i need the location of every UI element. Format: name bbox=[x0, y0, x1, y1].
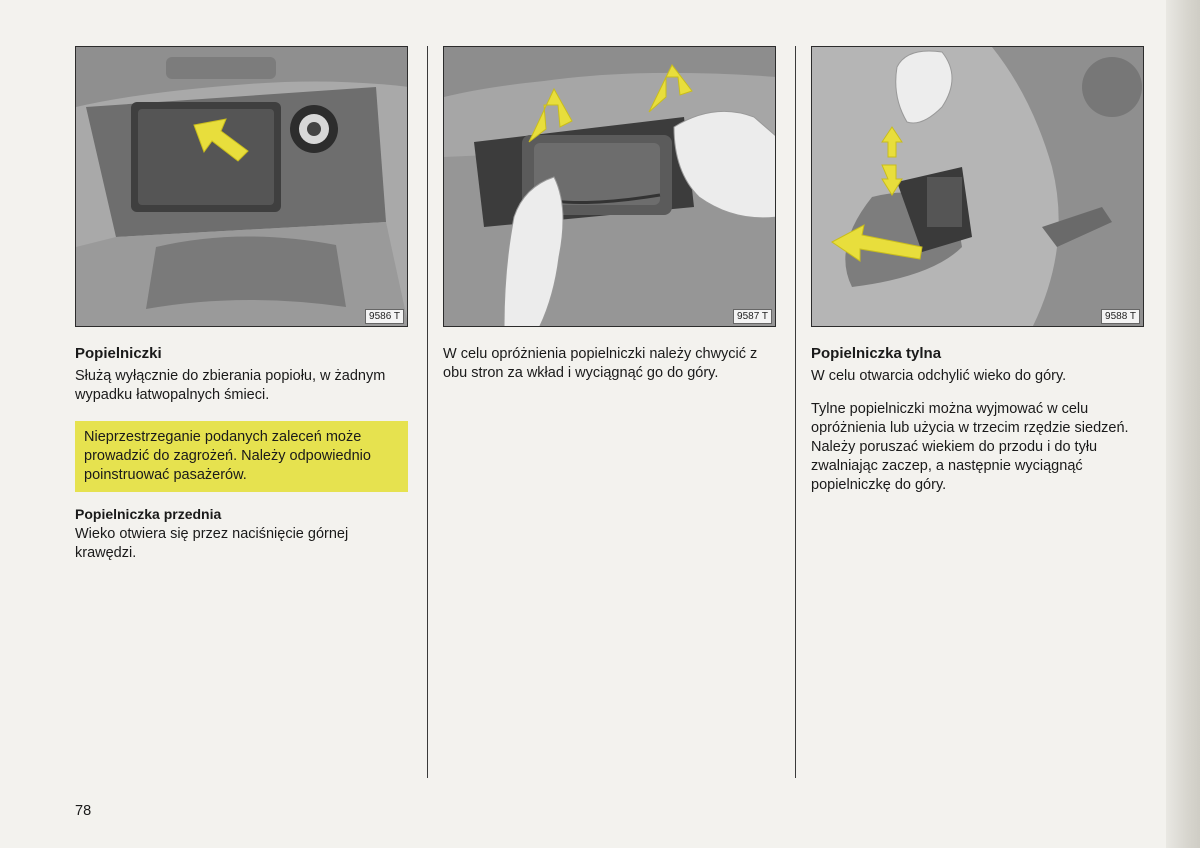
figure-label: 9588 T bbox=[1101, 309, 1140, 324]
rear-ashtray-open-text: W celu otwarcia odchylić wieko do góry. bbox=[811, 368, 1067, 384]
rear-ashtray-remove-text: Tylne popielniczki można wyjmować w celu opróżnienia lub użycia w trzecim rzędzie siedzeń. Należy poruszać wiekiem do przodu i do tyłu zwalniając zaczep, a następnie wyciągnąć popielniczkę do góry. bbox=[811, 401, 1129, 493]
page-number: 78 bbox=[75, 803, 92, 819]
page-edge bbox=[1166, 0, 1200, 848]
section-heading-ashtrays: Popielniczki bbox=[75, 345, 162, 362]
figure-label: 9586 T bbox=[365, 309, 404, 324]
left-column bbox=[75, 46, 408, 563]
warning-text: Nieprzestrzeganie podanych zaleceń może prowadzić do zagrożeń. Należy odpowiednio poinstruować pasażerów. bbox=[84, 429, 371, 483]
front-ashtray-text: Wieko otwiera się przez naciśnięcie górnej krawędzi. bbox=[75, 526, 349, 561]
ashtray-removal-photo bbox=[443, 46, 776, 327]
front-ashtray-photo bbox=[75, 46, 408, 327]
warning-box bbox=[75, 421, 408, 492]
removal-instructions-text: W celu opróżnienia popielniczki należy chwycić z obu stron za wkład i wyciągnąć go do góry. bbox=[443, 346, 758, 381]
figure-label: 9587 T bbox=[733, 309, 772, 324]
column-divider bbox=[795, 46, 796, 778]
column-divider bbox=[427, 46, 428, 778]
middle-column bbox=[443, 46, 776, 383]
rear-ashtray-photo bbox=[811, 46, 1144, 327]
ashtrays-intro-text: Służą wyłącznie do zbierania popiołu, w żadnym wypadku łatwopalnych śmieci. bbox=[75, 368, 386, 403]
front-ashtray-heading: Popielniczka przednia bbox=[75, 506, 222, 522]
right-column bbox=[811, 46, 1144, 495]
rear-ashtray-heading: Popielniczka tylna bbox=[811, 345, 942, 362]
